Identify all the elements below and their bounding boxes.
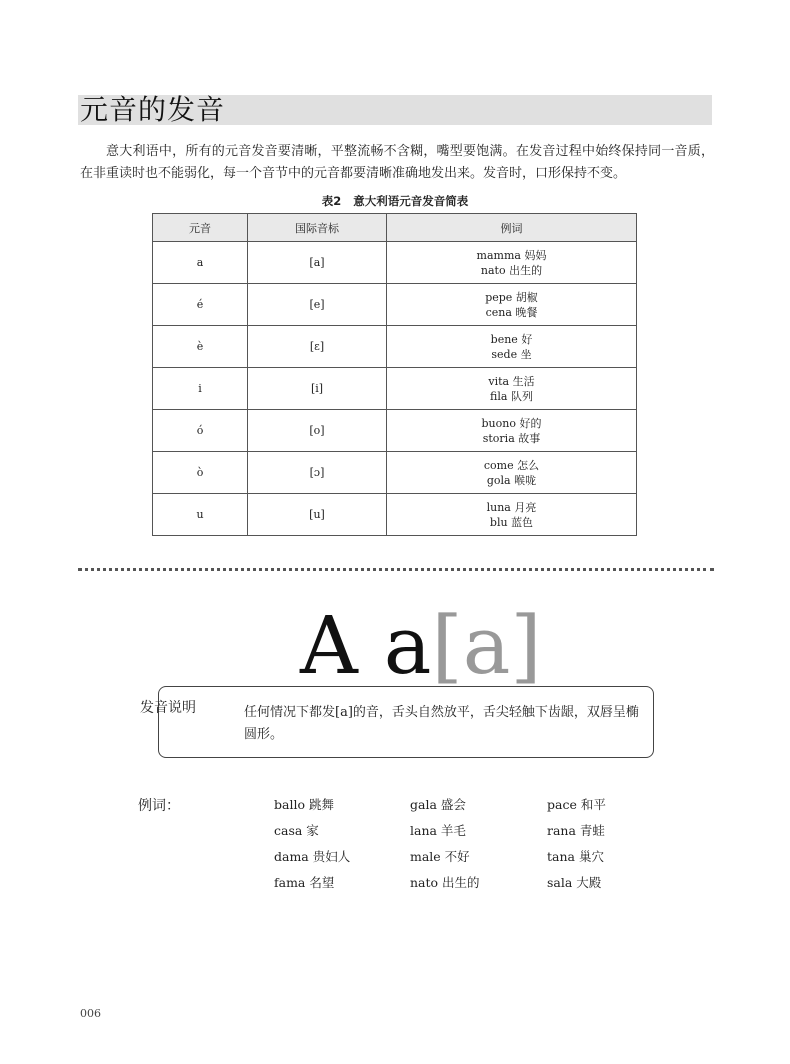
table-row bbox=[153, 242, 637, 284]
vowel-cell: ó bbox=[153, 410, 248, 452]
vowel-cell: ò bbox=[153, 452, 248, 494]
letter-upper: A bbox=[300, 599, 358, 692]
section-title: 元音的发音 bbox=[80, 93, 226, 126]
header-ipa: 国际音标 bbox=[248, 214, 387, 242]
ipa-cell: [o] bbox=[248, 410, 387, 452]
example-word: nato 出生的 bbox=[410, 875, 480, 890]
example-cell bbox=[387, 326, 637, 368]
vowel-cell: u bbox=[153, 494, 248, 536]
ipa-cell: [u] bbox=[248, 494, 387, 536]
table-row bbox=[153, 326, 637, 368]
example-word: sala 大殿 bbox=[547, 875, 602, 890]
examples-label: 例词： bbox=[138, 798, 180, 814]
vowel-cell: é bbox=[153, 284, 248, 326]
example-word: vita 生活 bbox=[488, 374, 535, 388]
pronunciation-label: 发音说明 bbox=[140, 700, 196, 716]
table-row bbox=[153, 452, 637, 494]
example-word: male 不好 bbox=[410, 849, 470, 864]
example-word: nato 出生的 bbox=[480, 263, 543, 277]
example-word: casa 家 bbox=[274, 823, 319, 838]
page-number: 006 bbox=[80, 1007, 101, 1020]
example-cell bbox=[387, 284, 637, 326]
example-word: cena 晚餐 bbox=[485, 305, 538, 319]
example-word: sede 坐 bbox=[491, 347, 532, 361]
example-word: fila 队列 bbox=[490, 389, 533, 403]
pronunciation-text: 任何情况下都发[a]的音，舌头自然放平，舌尖轻触下齿龈，双唇呈椭圆形。 bbox=[244, 705, 639, 742]
ipa-cell: [e] bbox=[248, 284, 387, 326]
example-cell bbox=[387, 410, 637, 452]
table-row bbox=[153, 494, 637, 536]
example-word: luna 月亮 bbox=[486, 500, 537, 514]
table-row bbox=[153, 410, 637, 452]
example-word: tana 巢穴 bbox=[547, 849, 604, 864]
example-word: fama 名望 bbox=[274, 875, 335, 890]
table-caption bbox=[0, 193, 790, 209]
vowel-cell: è bbox=[153, 326, 248, 368]
example-word: mamma 妈妈 bbox=[476, 248, 547, 262]
header-examples: 例词 bbox=[387, 214, 637, 242]
example-word: come 怎么 bbox=[483, 458, 540, 472]
vowel-cell: i bbox=[153, 368, 248, 410]
example-cell bbox=[387, 368, 637, 410]
example-cell bbox=[387, 242, 637, 284]
letter-heading bbox=[300, 598, 542, 694]
example-word: blu 蓝色 bbox=[489, 515, 534, 529]
table-header-row bbox=[153, 214, 637, 242]
example-word: pace 和平 bbox=[547, 797, 606, 812]
example-word: bene 好 bbox=[490, 332, 533, 346]
intro-text: 意大利语中，所有的元音发音要清晰，平整流畅不含糊，嘴型要饱满。在发音过程中始终保持同一音质，在非重读时也不能弱化，每一个音节中的元音都要清晰准确地发出来。发音时，口形保持不变。 bbox=[80, 144, 714, 181]
table-caption-number: 表2 bbox=[321, 194, 342, 208]
example-word: gola 喉咙 bbox=[486, 473, 537, 487]
ipa-cell: [a] bbox=[248, 242, 387, 284]
example-word: storia 故事 bbox=[482, 431, 541, 445]
ipa-cell: [ɔ] bbox=[248, 452, 387, 494]
table-caption-title: 意大利语元音发音简表 bbox=[353, 194, 469, 208]
vowel-cell: a bbox=[153, 242, 248, 284]
example-word: gala 盛会 bbox=[410, 797, 466, 812]
ipa-cell: [ɛ] bbox=[248, 326, 387, 368]
vowel-table bbox=[152, 213, 637, 536]
intro-paragraph bbox=[80, 141, 714, 185]
table-row bbox=[153, 284, 637, 326]
dotted-divider bbox=[78, 568, 714, 571]
example-word: rana 青蛙 bbox=[547, 823, 605, 838]
example-word: dama 贵妇人 bbox=[274, 849, 351, 864]
example-word: pepe 胡椒 bbox=[485, 290, 538, 304]
ipa-cell: [i] bbox=[248, 368, 387, 410]
letter-ipa: [a] bbox=[431, 599, 542, 692]
table-row bbox=[153, 368, 637, 410]
example-word: lana 羊毛 bbox=[410, 823, 466, 838]
example-cell bbox=[387, 494, 637, 536]
example-cell bbox=[387, 452, 637, 494]
header-vowel: 元音 bbox=[153, 214, 248, 242]
example-word: ballo 跳舞 bbox=[274, 797, 334, 812]
letter-lower: a bbox=[383, 599, 432, 692]
example-word: buono 好的 bbox=[481, 416, 542, 430]
